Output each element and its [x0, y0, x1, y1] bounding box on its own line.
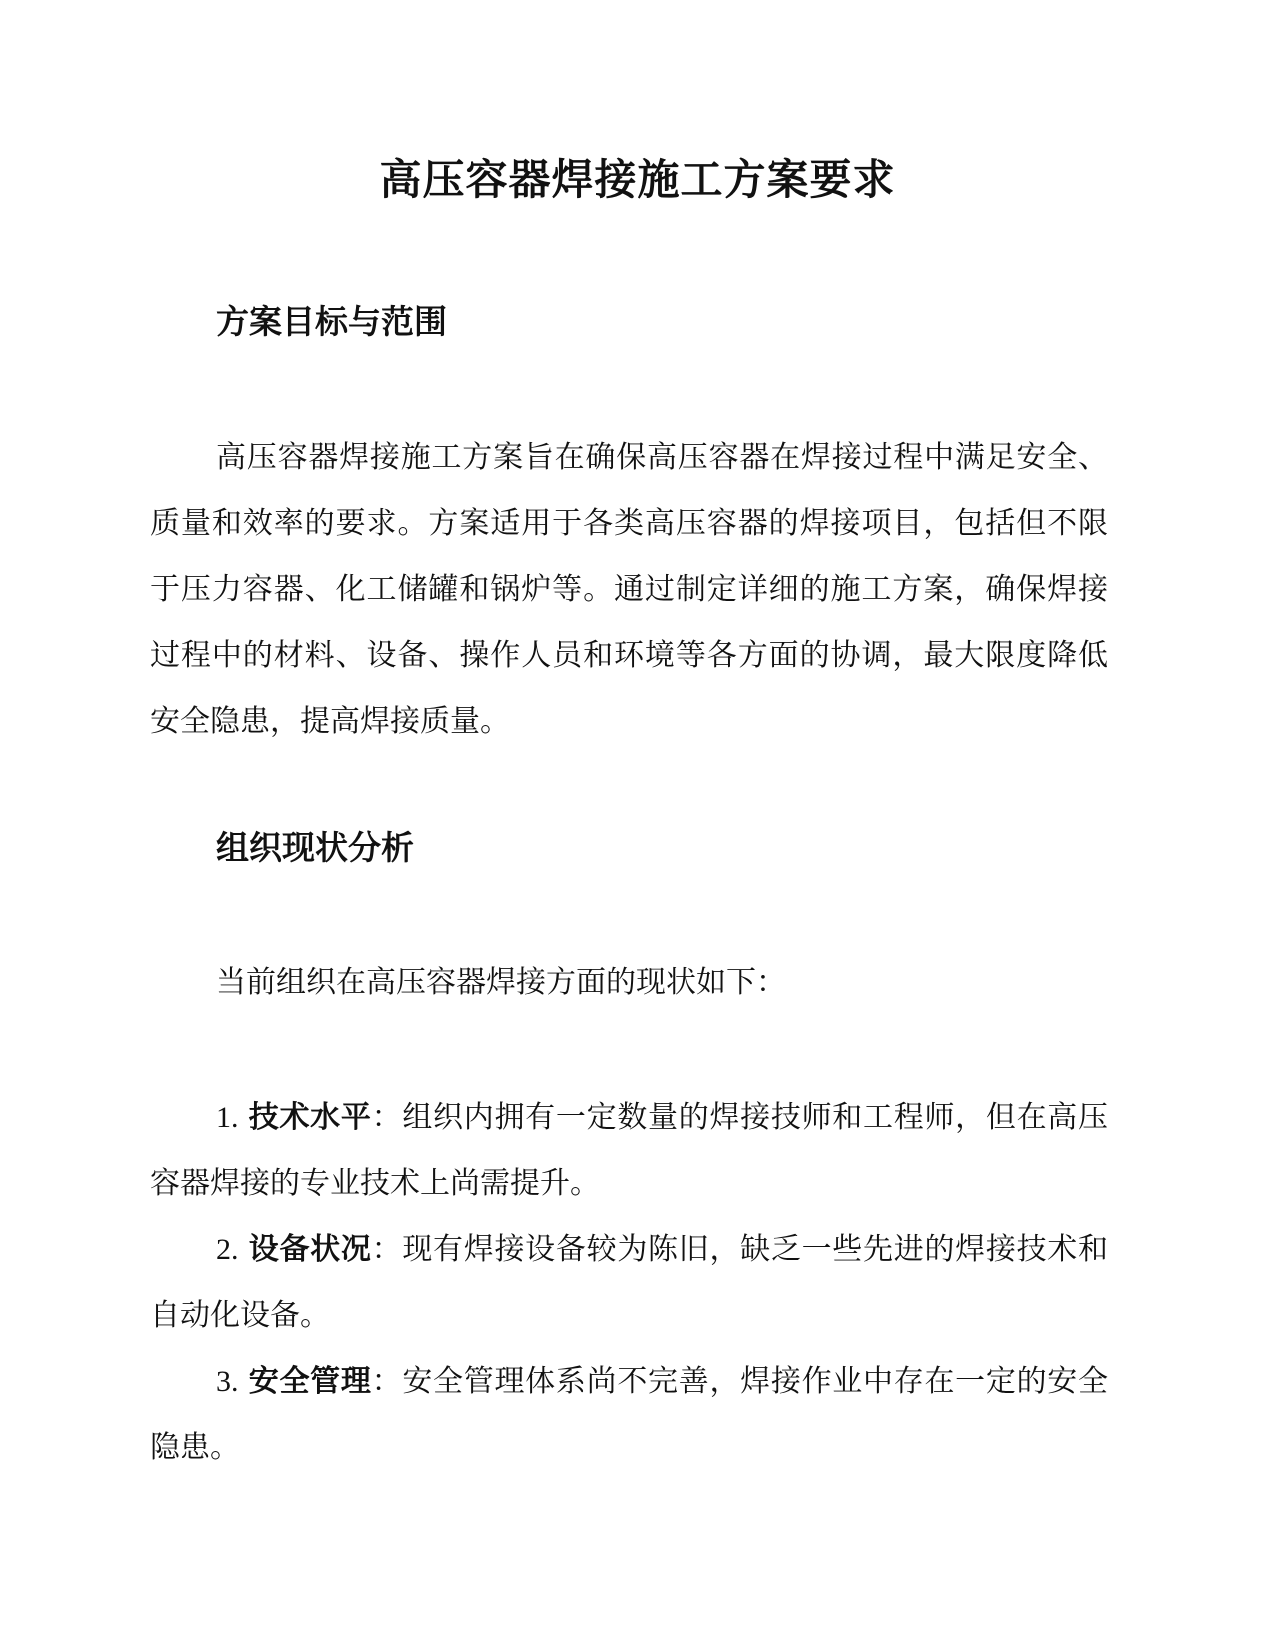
- list-item-separator: ：: [371, 1364, 403, 1399]
- list-item-text: 现有焊接设备较为陈旧，缺乏一些先进的焊接技术和自动化设备。: [150, 1232, 1109, 1333]
- list-item-number: 3.: [216, 1365, 239, 1398]
- list-item-number: 1.: [216, 1101, 239, 1134]
- list-item: [150, 1217, 1108, 1349]
- list-item-number: 2.: [216, 1233, 239, 1266]
- list-item-label: 设备状况: [248, 1232, 372, 1267]
- list-item: [150, 1085, 1108, 1217]
- section-heading-goals: 方案目标与范围: [216, 302, 447, 341]
- document-title: 高压容器焊接施工方案要求: [379, 155, 896, 204]
- list-item-text: 安全管理体系尚不完善，焊接作业中存在一定的安全隐患。: [150, 1364, 1109, 1465]
- list-item-label: 技术水平: [248, 1100, 372, 1135]
- list-item-separator: ：: [371, 1232, 403, 1267]
- list-item: [150, 1349, 1108, 1481]
- list-item-text: 组织内拥有一定数量的焊接技师和工程师，但在高压容器焊接的专业技术上尚需提升。: [150, 1100, 1109, 1201]
- section-intro-status: 当前组织在高压容器焊接方面的现状如下：: [216, 965, 786, 1000]
- section-paragraph-goals: 高压容器焊接施工方案旨在确保高压容器在焊接过程中满足安全、质量和效率的要求。方案适用于各类高压容器的焊接项目，包括但不限于压力容器、化工储罐和锅炉等。通过制定详细的施工方案，确保焊接过程中的材料、设备、操作人员和环境等各方面的协调，最大限度降低安全隐患，提高焊接质量。: [150, 440, 1108, 739]
- list-item-separator: ：: [371, 1100, 403, 1135]
- section-heading-status: 组织现状分析: [216, 828, 414, 867]
- list-item-label: 安全管理: [248, 1364, 372, 1399]
